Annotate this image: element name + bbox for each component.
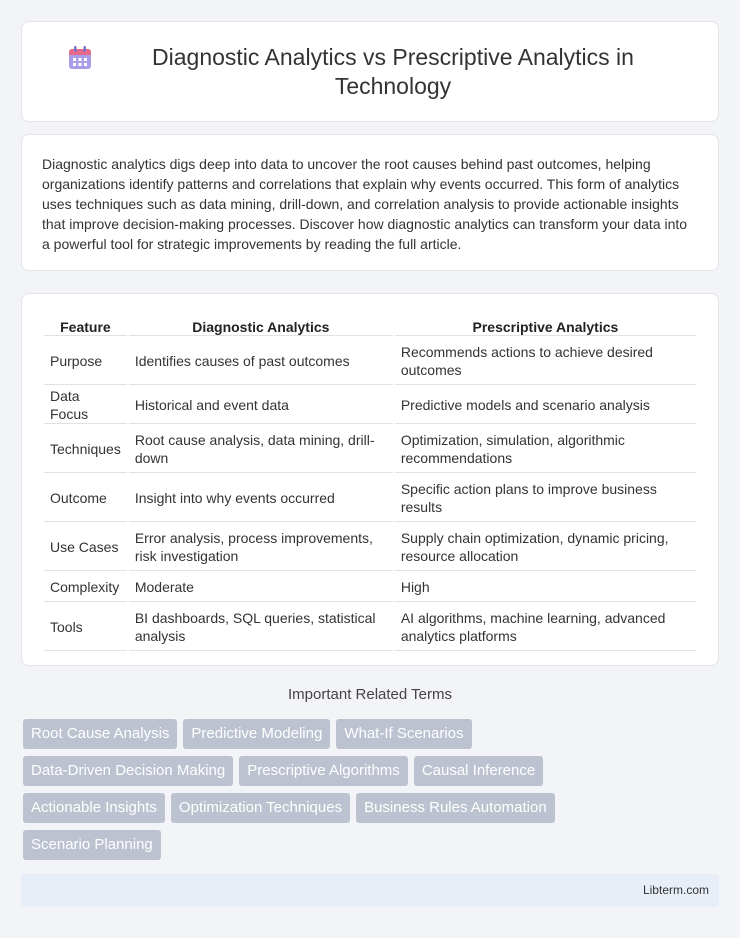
row-diagnostic: Error analysis, process improvements, risk investigation <box>129 524 393 571</box>
calendar-icon <box>67 45 93 71</box>
tag-prescriptive-algorithms[interactable]: Prescriptive Algorithms <box>239 756 408 786</box>
row-prescriptive: High <box>395 573 696 602</box>
table-row <box>44 524 696 571</box>
tag-data-driven-decision-making[interactable]: Data-Driven Decision Making <box>23 756 233 786</box>
tag-optimization-techniques[interactable]: Optimization Techniques <box>171 793 350 823</box>
related-terms-list <box>23 719 719 867</box>
comparison-table-card <box>21 293 719 666</box>
table-row <box>44 387 696 424</box>
tag-root-cause-analysis[interactable]: Root Cause Analysis <box>23 719 177 749</box>
row-feature: Complexity <box>44 573 127 602</box>
row-feature: Outcome <box>44 475 127 522</box>
row-prescriptive: Predictive models and scenario analysis <box>395 387 696 424</box>
table-row <box>44 475 696 522</box>
footer <box>21 874 719 907</box>
row-feature: Data Focus <box>44 387 127 424</box>
table-header-row <box>44 316 696 336</box>
row-prescriptive: Recommends actions to achieve desired outcomes <box>395 338 696 385</box>
page-title: Diagnostic Analytics vs Prescriptive Analytics in Technology <box>152 43 634 99</box>
tag-actionable-insights[interactable]: Actionable Insights <box>23 793 165 823</box>
header-feature: Feature <box>44 316 127 336</box>
related-terms-heading: Important Related Terms <box>288 686 452 703</box>
row-diagnostic: Moderate <box>129 573 393 602</box>
row-feature: Use Cases <box>44 524 127 571</box>
row-feature: Techniques <box>44 426 127 473</box>
row-diagnostic: Root cause analysis, data mining, drill-down <box>129 426 393 473</box>
row-diagnostic: BI dashboards, SQL queries, statistical analysis <box>129 604 393 651</box>
row-diagnostic: Insight into why events occurred <box>129 475 393 522</box>
table-row <box>44 573 696 602</box>
row-prescriptive: Supply chain optimization, dynamic pricing, resource allocation <box>395 524 696 571</box>
tag-business-rules-automation[interactable]: Business Rules Automation <box>356 793 555 823</box>
intro-card <box>21 134 719 271</box>
row-prescriptive: AI algorithms, machine learning, advanced analytics platforms <box>395 604 696 651</box>
row-prescriptive: Specific action plans to improve business results <box>395 475 696 522</box>
tag-what-if-scenarios[interactable]: What-If Scenarios <box>336 719 471 749</box>
intro-paragraph: Diagnostic analytics digs deep into data to uncover the root causes behind past outcomes, helping organizations identify patterns and correlations that explain why events occurred. This form of analytics uses techniques such as data mining, drill-down, and correlation analysis to provide actionable insights that improve decision-making processes. Discover how diagnostic analytics can transform your data into a powerful tool for strategic improvements by reading the full article. <box>42 156 688 252</box>
table-row <box>44 338 696 385</box>
row-prescriptive: Optimization, simulation, algorithmic recommendations <box>395 426 696 473</box>
row-feature: Purpose <box>44 338 127 385</box>
footer-site-link[interactable]: Libterm.com <box>642 883 709 897</box>
tag-causal-inference[interactable]: Causal Inference <box>414 756 543 786</box>
tag-predictive-modeling[interactable]: Predictive Modeling <box>183 719 330 749</box>
row-diagnostic: Historical and event data <box>129 387 393 424</box>
row-feature: Tools <box>44 604 127 651</box>
row-diagnostic: Identifies causes of past outcomes <box>129 338 393 385</box>
tag-scenario-planning[interactable]: Scenario Planning <box>23 830 161 860</box>
header-diagnostic: Diagnostic Analytics <box>129 316 393 336</box>
title-card <box>21 21 719 122</box>
table-row <box>44 604 696 651</box>
table-row <box>44 426 696 473</box>
comparison-table <box>42 314 698 653</box>
header-prescriptive: Prescriptive Analytics <box>395 316 696 336</box>
